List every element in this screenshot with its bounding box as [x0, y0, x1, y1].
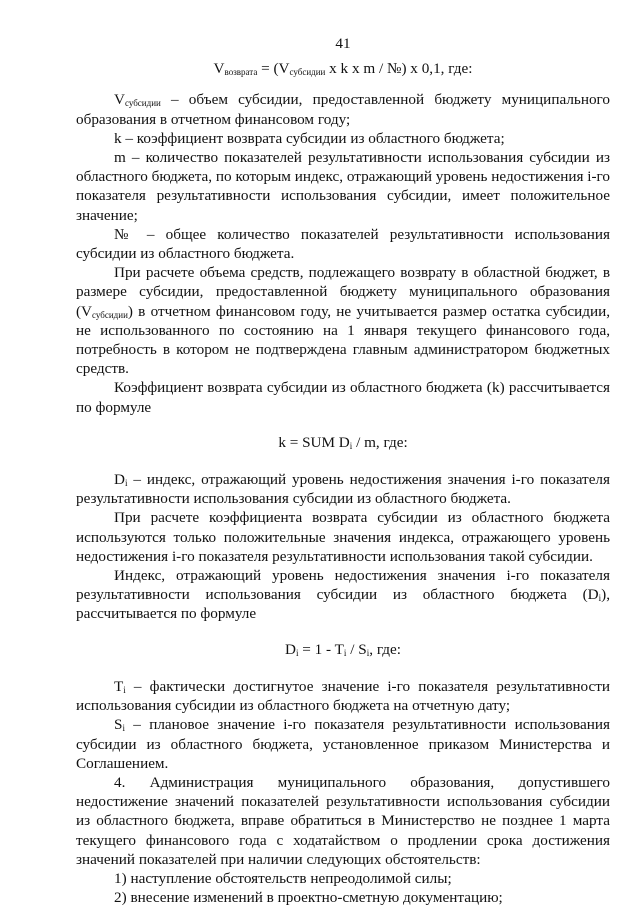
para-calc-before: При расчете объема средств, подлежащего возврату в областной бюджет, в размере субсидии, предоставленной бюджету муниципального образования (V	[76, 264, 610, 320]
definition-t	[76, 677, 610, 715]
paragraph-positive-values: При расчете коэффициента возврата субсидии из областного бюджета используются только положительные значения индекса, отражающего уровень недостижения i-го показателя результативности использования такой субсидии.	[76, 509, 610, 565]
def-v-text: – объем субсидии, предоставленной бюджету муниципального образования в отчетном финансовом году;	[76, 91, 610, 128]
def-v-symbol-sub: субсидии	[124, 98, 161, 109]
page-number: 41	[335, 35, 351, 52]
def-t-sub: i	[123, 684, 126, 695]
paragraph-calculation	[76, 263, 610, 378]
def-t-symbol: T	[114, 677, 124, 695]
formula-k	[76, 433, 610, 452]
formula-d	[76, 640, 610, 659]
formula1-mid: = (V	[257, 60, 290, 78]
definition-v-subsidy	[76, 90, 610, 128]
paragraph-4: 4. Администрация муниципального образования, допустившего недостижение значений показателей результативности использования субсидии из областного бюджета, вправе обратиться в Министерство не позднее 1 марта текущего финансового года с ходатайством о продлении срока достижения значений показателей при наличии следующих обстоятельств:	[76, 773, 610, 868]
definition-m: m – количество показателей результативности использования субсидии из областного бюджета, по которым индекс, отражающий уровень недостижения i-го показателя результативности использования субсидии, имеет положительное значение;	[76, 149, 610, 224]
formula3-c: / S	[346, 640, 367, 658]
formula2-after: / m, где:	[352, 433, 408, 451]
para-calc-after: ) в отчетном финансовом году, не учитывается размер остатка субсидии, не использованного по состоянию на 1 января текущего финансового года, потребность в котором не подтверждена главным администратором бюджетных средств.	[76, 302, 610, 378]
list-item-2: 2) внесение изменений в проектно-сметную документацию;	[114, 889, 503, 907]
formula3-b-sub: i	[343, 647, 347, 658]
formula3-d: , где:	[369, 640, 401, 658]
def-s-sub: i	[122, 723, 125, 734]
para-calc-sub: субсидии	[92, 309, 128, 320]
definition-n: № – общее количество показателей результативности использования субсидии из областного бюджета.	[76, 225, 610, 263]
formula3-c-sub: i	[366, 647, 370, 658]
definition-s	[76, 715, 610, 773]
formula3-a: D	[285, 640, 296, 658]
def-t-text: – фактически достигнутое значение i-го показателя результативности использования субсидии из областного бюджета на отчетную дату;	[76, 677, 610, 715]
formula2-sub: i	[349, 440, 353, 451]
formula1-lhs-sub: возврата	[224, 67, 258, 78]
def-d-sub: i	[124, 478, 128, 489]
document-page	[76, 34, 610, 907]
def-d-symbol: D	[114, 471, 125, 489]
def-d-text: – индекс, отражающий уровень недостижения значения i-го показателя результативности использования субсидии из областного бюджета.	[76, 471, 610, 508]
formula3-a-sub: i	[295, 647, 299, 658]
definition-k: k – коэффициент возврата субсидии из областного бюджета;	[114, 129, 505, 147]
formula3-b: = 1 - T	[298, 640, 344, 658]
formula2-before: k = SUM D	[278, 433, 350, 451]
para-index-before: Индекс, отражающий уровень недостижения значения i-го показателя результативности использования субсидии из областного бюджета (D	[76, 567, 610, 604]
para-index-sub: i	[598, 593, 602, 604]
def-v-symbol: V	[114, 91, 125, 109]
formula1-mid-sub: субсидии	[289, 67, 326, 78]
def-s-text: – плановое значение i-го показателя результативности использования субсидии из областного бюджета, установленное приказом Министерства и Соглашением.	[76, 716, 610, 772]
list-item-1: 1) наступление обстоятельств непреодолимой силы;	[114, 869, 452, 887]
formula1-rest: x k x m / №) x 0,1, где:	[325, 60, 473, 78]
def-s-symbol: S	[114, 716, 123, 734]
para-index-after: ), рассчитывается по формуле	[76, 586, 610, 623]
definition-d	[76, 470, 610, 508]
paragraph-index	[76, 566, 610, 624]
paragraph-k-formula-intro: Коэффициент возврата субсидии из областного бюджета (k) рассчитывается по формуле	[76, 379, 610, 416]
formula1-lhs: V	[213, 60, 225, 78]
formula-return-volume	[76, 59, 610, 78]
